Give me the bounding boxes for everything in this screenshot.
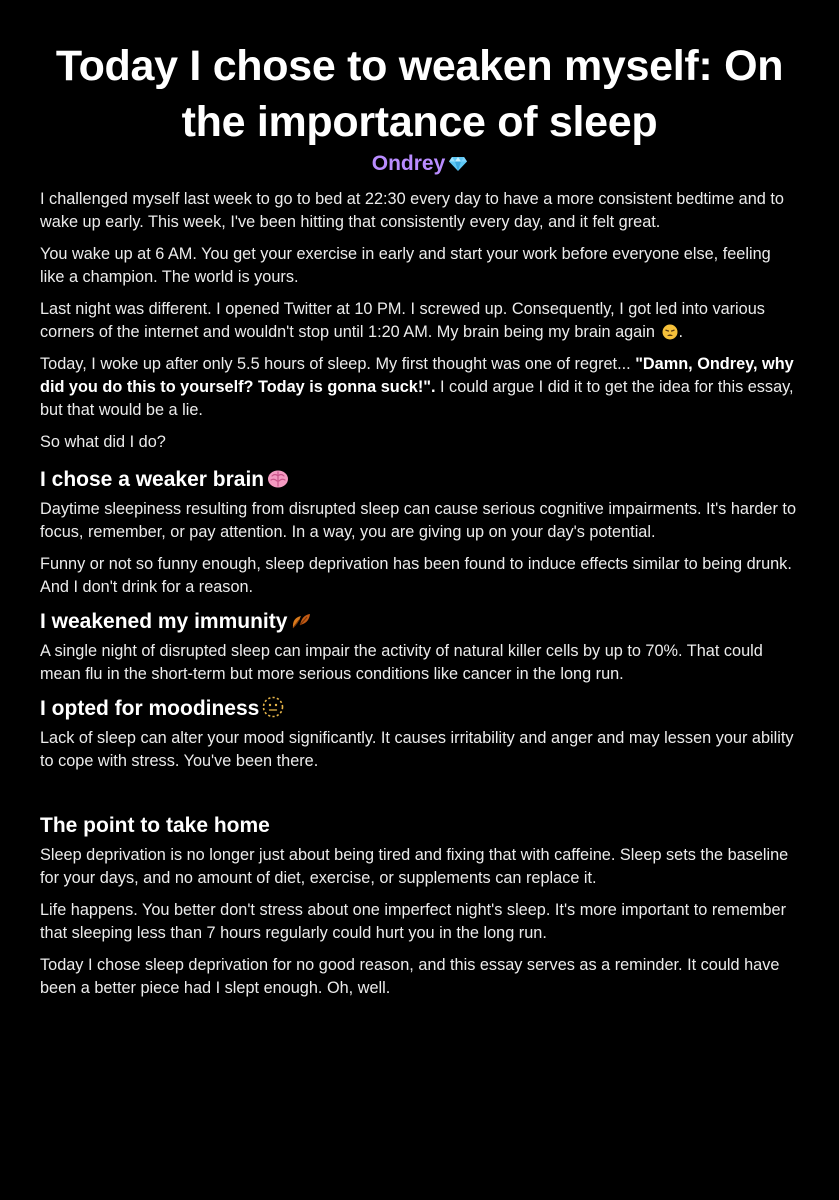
section-heading-text: I opted for moodiness xyxy=(40,697,260,720)
author-name: Ondrey xyxy=(371,152,446,175)
brain-paragraph-1: Daytime sleepiness resulting from disrupted sleep can cause serious cognitive impairments. It's harder to focus, remember, or pay attention. In a way, you are giving up on your day's potential. xyxy=(40,500,797,541)
brain-paragraph-2: Funny or not so funny enough, sleep deprivation has been found to induce effects similar to being drunk. And I don't drink for a reason. xyxy=(40,555,792,596)
intro-paragraph-3-text: Last night was different. I opened Twitter at 10 PM. I screwed up. Consequently, I got led into various corners of the internet and wouldn't stop until 1:20 AM. My brain being my brain again xyxy=(40,300,765,341)
spacer xyxy=(40,782,799,812)
question-paragraph: So what did I do? xyxy=(40,433,166,451)
section-heading: The point to take home xyxy=(40,814,270,837)
gem-icon xyxy=(449,157,467,171)
today-before: Today, I woke up after only 5.5 hours of sleep. My first thought was one of regret... xyxy=(40,355,636,373)
take-home-paragraph-2: Life happens. You better don't stress about one imperfect night's sleep. It's more important to remember that sleeping less than 7 hours regularly could hurt you in the long run. xyxy=(40,901,787,942)
immunity-paragraph-1: A single night of disrupted sleep can impair the activity of natural killer cells by up to 70%. That could mean flu in the short-term but more serious conditions like cancer in the long run. xyxy=(40,642,763,683)
section-heading xyxy=(40,695,799,723)
dotted-face-icon xyxy=(262,696,284,718)
essay-title: Today I chose to weaken myself: On the importance of sleep xyxy=(55,42,784,146)
take-home-paragraph-3: Today I chose sleep deprivation for no good reason, and this essay serves as a reminder. It could have been a better piece had I slept enough. Oh, well. xyxy=(40,956,780,997)
section-heading xyxy=(40,608,799,636)
section-take-home xyxy=(40,812,799,1000)
intro-paragraph-2: You wake up at 6 AM. You get your exercise in early and start your work before everyone else, feeling like a champion. The world is yours. xyxy=(40,245,771,286)
weary-face-icon xyxy=(662,324,678,340)
today-quote: "Damn, Ondrey, why did you do this to yourself? Today is gonna suck!". xyxy=(40,355,794,396)
section-immunity xyxy=(40,608,799,686)
today-after: I could argue I did it to get the idea for this essay, but that would be a lie. xyxy=(40,378,794,419)
take-home-paragraph-1: Sleep deprivation is no longer just about being tired and fixing that with caffeine. Sleep sets the baseline for your days, and no amount of diet, exercise, or supplements can replace it. xyxy=(40,846,789,887)
today-paragraph xyxy=(40,353,799,422)
author-line xyxy=(40,150,799,178)
brain-icon xyxy=(267,469,289,489)
section-weaker-brain xyxy=(40,466,799,599)
intro-paragraph-3: Last night was different. I opened Twitter at 10 PM. I screwed up. Consequently, I got led into various corners of the internet and wouldn't stop until 1:20 AM. My brain being my brain again . xyxy=(40,300,765,341)
section-heading-text: I weakened my immunity xyxy=(40,610,288,633)
intro-paragraph-1: I challenged myself last week to go to bed at 22:30 every day to have a more consistent bedtime and to wake up early. This week, I've been hitting that consistently every day, and it felt great. xyxy=(40,190,784,231)
moodiness-paragraph-1: Lack of sleep can alter your mood significantly. It causes irritability and anger and may lessen your ability to cope with stress. You've been there. xyxy=(40,729,794,770)
section-heading-text: I chose a weaker brain xyxy=(40,468,265,491)
falling-leaf-icon xyxy=(290,611,312,631)
section-heading xyxy=(40,466,799,494)
section-moodiness xyxy=(40,695,799,773)
